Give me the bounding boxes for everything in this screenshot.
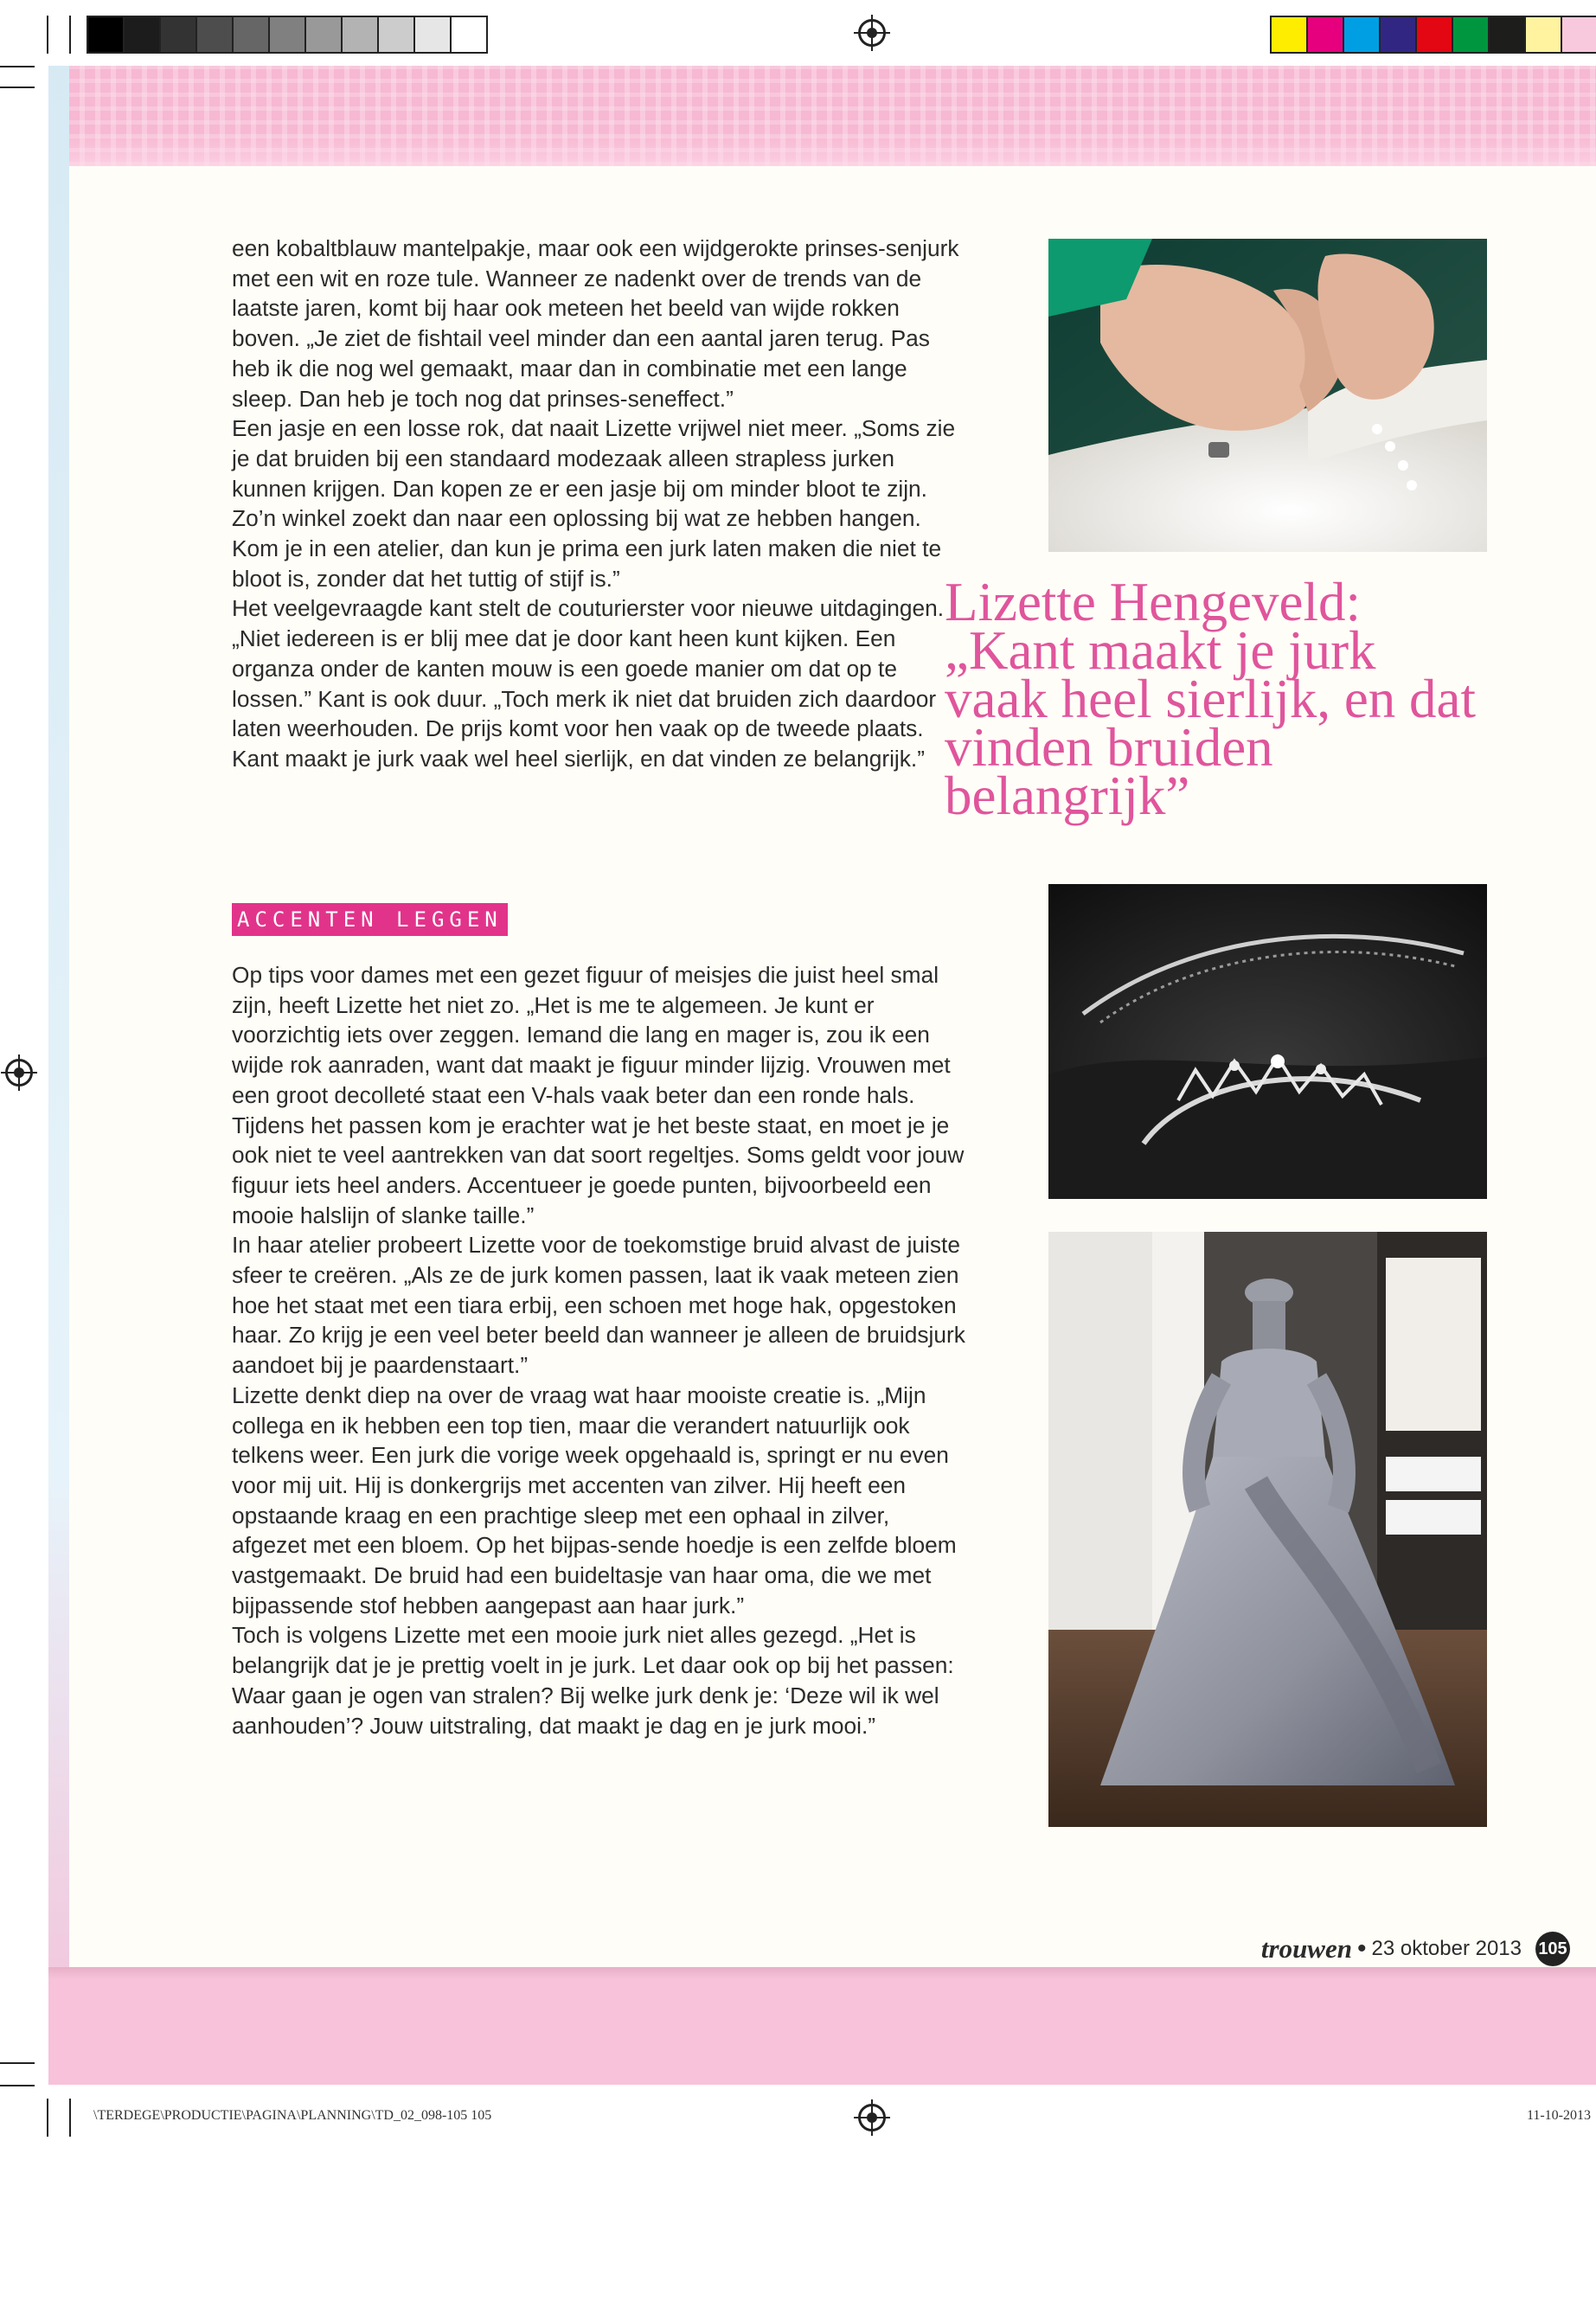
paragraph: Lizette denkt diep na over de vraag wat haar mooiste creatie is. „Mijn collega en ik hebben een top tien, maar die verandert natuurlijk ook telkens weer. Een jurk die vorige week opgehaald is, springt er nu even voor mij uit. Hij is donkergrijs met accenten van zilver. Hij heeft een opstaande kraag en een prachtige sleep met een ophaal in zilver, afgezet met een bloem. Op het bijpas-sende hoedje is een zelfde bloem vastgemaakt. De bruid had een buideltasje van haar oma, die we met bijpassende stof hebben aangepast aan haar jurk.” bbox=[232, 1381, 957, 1618]
section-heading bbox=[232, 903, 508, 936]
page-number: 105 bbox=[1535, 1932, 1570, 1966]
color-swatch bbox=[452, 17, 486, 52]
issue-date: 23 oktober 2013 bbox=[1371, 1937, 1522, 1960]
color-swatch bbox=[343, 17, 379, 52]
crop-mark bbox=[0, 87, 35, 88]
color-swatch bbox=[1381, 17, 1417, 52]
magazine-brand: trouwen bbox=[1260, 1933, 1352, 1964]
footer-band bbox=[48, 1967, 1596, 2085]
color-swatch bbox=[125, 17, 161, 52]
registration-mark-icon bbox=[858, 2104, 886, 2131]
header-pattern-band bbox=[48, 66, 1596, 166]
registration-mark-icon bbox=[5, 1059, 33, 1086]
color-swatch bbox=[270, 17, 306, 52]
paragraph: Een jasje en een losse rok, dat naait Lizette vrijwel niet meer. „Soms zie je dat bruiden bij een standaard modezaak alleen strapless jurken kunnen krijgen. Dan kopen ze er een jasje bij om minder bloot te zijn. Zo’n winkel zoekt dan naar een oplossing bij wat ze hebben hangen. Kom je in een atelier, dan kun je prima een jurk laten maken die niet te bloot is, zonder dat het tuttig of stijf is.” bbox=[232, 415, 956, 592]
footer-separator: • bbox=[1357, 1934, 1367, 1963]
color-swatch bbox=[415, 17, 452, 52]
color-swatch bbox=[1490, 17, 1526, 52]
grayscale-color-bar bbox=[87, 16, 488, 54]
color-swatch bbox=[1417, 17, 1453, 52]
page-footer bbox=[1261, 1928, 1570, 1970]
process-color-bar bbox=[1270, 16, 1596, 54]
print-slug-date: 11-10-2013 bbox=[1526, 2108, 1591, 2123]
color-swatch bbox=[1308, 17, 1344, 52]
paragraph: Toch is volgens Lizette met een mooie jurk niet alles gezegd. „Het is belangrijk dat je je prettig voelt in je jurk. Let daar ook op bij het passen: Waar gaan je ogen van stralen? Bij welke jurk denk je: ‘Deze wil ik wel aanhouden’? Jouw uitstraling, dat maakt je dag en je jurk mooi.” bbox=[232, 1622, 954, 1739]
color-swatch bbox=[1562, 17, 1596, 52]
photo-hands-sewing bbox=[1048, 239, 1487, 552]
tiaras-illustration bbox=[1048, 884, 1487, 1199]
article-column-top bbox=[232, 234, 967, 774]
crop-mark bbox=[47, 2099, 48, 2137]
paragraph: Op tips voor dames met een gezet figuur of meisjes die juist heel smal zijn, heeft Lizette het niet zo. „Het is me te algemeen. Je kunt er voorzichtig iets over zeggen. Iemand die lang en mager is, zou ik een wijde rok aanraden, want dat maakt je figuur minder lijzig. Vrouwen met een groot decolleté staat een V-hals vaak beter dan een ronde hals. Tijdens het passen kom je erachter wat je het beste staat, en moet je je ook niet te veel aantrekken van dat soort regeltjes. Soms geldt voor jouw figuur iets heel anders. Accentueer je goede punten, bijvoorbeeld een mooie halslijn of slanke taille.” bbox=[232, 962, 965, 1228]
paragraph: In haar atelier probeert Lizette voor de toekomstige bruid alvast de juiste sfeer te creëren. „Als ze de jurk komen passen, laat ik vaak meteen zien hoe het staat met een tiara erbij, een schoen met hoge hak, opgestoken haar. Zo krijg je een veel beter beeld dan wanneer je alleen de bruidsjurk aandoet bij je paardenstaart.” bbox=[232, 1232, 965, 1379]
paragraph: Het veelgevraagde kant stelt de couturierster voor nieuwe uitdagingen. „Niet iedereen is er blij mee dat je door kant heen kunt kijken. Een organza onder de kanten mouw is een goede manier om dat op te lossen.” Kant is ook duur. „Toch merk ik niet dat bruiden zich daardoor laten weerhouden. De prijs komt voor hen vaak op de tweede plaats. Kant maakt je jurk vaak wel heel sierlijk, en dat vinden ze belangrijk.” bbox=[232, 595, 945, 772]
color-swatch bbox=[306, 17, 343, 52]
color-swatch bbox=[379, 17, 415, 52]
hands-sewing-illustration bbox=[1048, 239, 1487, 552]
crop-mark bbox=[0, 66, 35, 67]
article-column-bottom bbox=[232, 960, 967, 1740]
crop-mark bbox=[47, 16, 48, 54]
color-swatch bbox=[1344, 17, 1381, 52]
crop-mark bbox=[69, 16, 71, 54]
print-slug-path: \TERDEGE\PRODUCTIE\PAGINA\PLANNING\TD_02_098-105 105 bbox=[93, 2108, 492, 2123]
color-swatch bbox=[1526, 17, 1562, 52]
side-color-strip bbox=[48, 66, 69, 2085]
registration-mark-icon bbox=[858, 19, 886, 47]
crop-mark bbox=[0, 2062, 35, 2064]
color-swatch bbox=[1272, 17, 1308, 52]
color-swatch bbox=[234, 17, 270, 52]
color-swatch bbox=[88, 17, 125, 52]
wedding-dress-illustration bbox=[1048, 1232, 1487, 1827]
color-swatch bbox=[1453, 17, 1490, 52]
paragraph: een kobaltblauw mantelpakje, maar ook een wijdgerokte prinses-senjurk met een wit en roze tule. Wanneer ze nadenkt over de trends van de laatste jaren, komt bij haar ook meteen het beeld van wijde rokken boven. „Je ziet de fishtail veel minder dan een aantal jaren terug. Pas heb ik die nog wel gemaakt, maar dan in combinatie met een lange sleep. Dan heb je toch nog dat prinses-seneffect.” bbox=[232, 235, 959, 412]
crop-mark bbox=[69, 2099, 71, 2137]
photo-tiaras bbox=[1048, 884, 1487, 1199]
crop-mark bbox=[0, 2085, 35, 2086]
color-swatch bbox=[161, 17, 197, 52]
color-swatch bbox=[197, 17, 234, 52]
band-fade bbox=[48, 131, 1596, 166]
photo-grey-wedding-dress bbox=[1048, 1232, 1487, 1827]
section-heading-text: ACCENTEN LEGGEN bbox=[237, 907, 503, 932]
pull-quote: Lizette Hengeveld: „Kant maakt je jurk vaak heel sierlijk, en dat vinden bruiden belangrijk” bbox=[945, 572, 1477, 826]
